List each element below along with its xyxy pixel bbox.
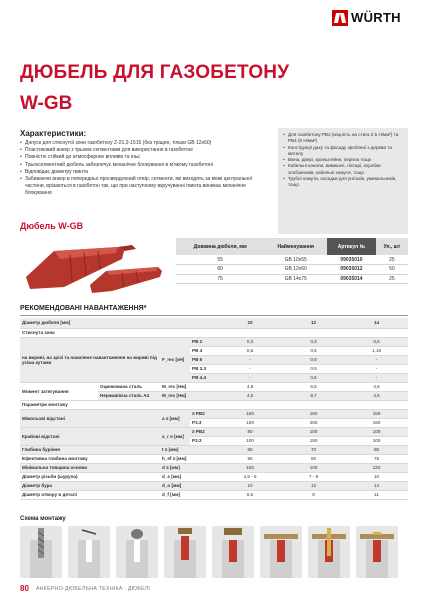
table-cell: 0,3 [218,337,282,346]
table-header-row [176,238,408,255]
installation-scheme-heading: Схема монтажу [20,516,66,522]
table-cell: GB 10x55 [264,255,327,265]
spacing-unit: a ≥ [мм] [160,409,190,427]
shear-unit: F_rec [кН] [160,337,190,382]
table-cell: P3.3 [190,436,218,445]
table-cell: 4,8 [218,382,282,391]
table-cell: Діаметр різьби (шурупа) [20,472,160,481]
table-cell: 14 [345,318,408,328]
diameter-label: Діаметр дюбеля [мм] [20,318,218,328]
list-item: • Конструкції даху та фасаду зроблені з дерева та металу [283,145,403,158]
table-cell: 100 [282,463,345,472]
table-cell: Оцинкована сталь [98,382,160,391]
table-cell: 75 [345,454,408,463]
edge-unit: a_r ≥ [мм] [160,427,190,445]
application-box [278,128,408,234]
table-cell: ≥ PB2 [190,409,218,418]
table-cell: 25 [376,274,408,284]
table-cell: 60 [282,454,345,463]
table-header-row [20,318,408,328]
torque-label: Момент затягування [20,382,98,400]
table-cell: 4,8 [345,382,408,391]
table-cell: 100 [218,418,282,427]
table-cell: 8 [282,490,345,499]
table-cell: 10 [218,481,282,490]
section-label: Параметри монтажу [20,400,408,409]
page-title: ДЮБЕЛЬ ДЛЯ ГАЗОБЕТОНУ [20,62,290,83]
table-cell: 0,5 [345,337,408,346]
list-item: • Кабельні канали, вимикачі, ліхтарі, коробки злобзжчиків, кабельні хомути, тощо [283,163,403,176]
characteristics-list [20,140,260,198]
product-heading: Дюбель W-GB [20,221,84,231]
table-cell: 85 [345,445,408,454]
col-header-article: Артикул № [327,238,376,255]
table-row [20,472,408,481]
hammer-dowel-step-icon [212,526,254,578]
table-cell: 6,6 [282,382,345,391]
table-row [20,481,408,490]
table-cell: 100 [345,427,408,436]
characteristics-heading: Характеристики: [20,129,87,138]
table-cell: - [218,364,282,373]
table-cell: - [345,373,408,382]
table-cell: 65 [218,445,282,454]
table-cell: 12 [282,481,345,490]
edge-label: Крайові відстані [20,427,160,445]
list-item: • Відповідає діаметру гвинта [20,169,260,176]
dowel-product-image [20,237,170,295]
table-cell: 10 [218,318,282,328]
table-row [20,490,408,499]
blow-out-step-icon [116,526,158,578]
table-cell: Нержавіюча сталь А4 [98,391,160,400]
table-row [20,445,408,454]
table-cell: - [345,364,408,373]
table-cell: t ≥ [мм] [160,445,218,454]
table-cell: 6,5 [218,490,282,499]
col-header-name: Найменування [264,238,327,255]
table-cell: Глибина буріння [20,445,160,454]
table-cell: 0,5 [282,373,345,382]
table-cell: 80 [218,427,282,436]
wurth-logo-mark-icon [332,10,348,26]
table-row [176,274,408,284]
table-cell: 4,5 [345,391,408,400]
table-cell: PB 4 [190,346,218,355]
col-header-pack: Уп., шт [376,238,408,255]
table-row [176,255,408,265]
table-cell: d ≥ [мм] [160,463,218,472]
table-row [20,427,408,436]
table-row [20,400,408,409]
table-cell: 150 [282,436,345,445]
col-header-length: Довжина дюбеля, мм [176,238,264,255]
page-footer [0,582,424,599]
table-row [20,409,408,418]
table-cell: 100 [282,427,345,436]
list-item: • Допуск для стиснутої зони газобетону Z-21.2-1515 (без тріщин, тільки GB 12x60) [20,140,260,147]
product-table [176,238,408,284]
table-cell: 200 [282,418,345,427]
table-cell: 0,3 [282,337,345,346]
table-cell: 7 - 8 [282,472,345,481]
table-cell: GB 12x60 [264,265,327,275]
table-cell: Мінімальна товщина основи [20,463,160,472]
table-cell: d_f [мм] [160,490,218,499]
table-cell: - [218,355,282,364]
table-cell: 10 [345,472,408,481]
drill-step-icon [20,526,62,578]
table-cell: 4,5 - 6 [218,472,282,481]
table-cell: 60 [176,265,264,275]
table-cell: 100 [218,463,282,472]
loads-heading: РЕКОМЕНДОВАНІ НАВАНТАЖЕННЯ* [20,305,408,316]
place-part-step-icon [260,526,302,578]
table-cell: Діаметр отвору в деталі [20,490,160,499]
table-cell: 0,5 [282,346,345,355]
table-cell: ≥ PB2 [190,427,218,436]
clean-hole-step-icon [68,526,110,578]
dowel-small-icon [90,267,162,293]
table-cell: 150 [282,409,345,418]
list-item: • Трьохсегментний дюбель забезпечує механічне блокування в м'якому газобетоні [20,162,260,169]
table-cell: M_rec [Нм] [160,391,218,400]
table-cell: Діаметр бура [20,481,160,490]
table-cell: 11 [345,490,408,499]
table-cell: PB 4.4 [190,373,218,382]
shear-label: на вириві, на зрізі та нахилене навантаження на вириві під усіма кутами [20,337,160,382]
table-cell: 12 [282,318,345,328]
table-cell: 55 [218,454,282,463]
list-item: • Для газобетону PB2 (міцність на стиск 2,5 Н/мм²) та PB4 (5 Н/мм²) [283,132,403,145]
table-cell: Ефективна глибина монтажу [20,454,160,463]
table-row [20,337,408,346]
table-cell: 9,7 [282,391,345,400]
list-item: • Забиваючи анкер в попередньо просвердлений отвір, сегменти, які виходять за межі центральної частини, врізаються в газобетон так, що при наступному вкручуванні гвинта виникає механічне блокування [20,176,260,198]
section-label: Стиснута зона [20,328,408,337]
table-cell: 120 [345,463,408,472]
table-cell: - [345,355,408,364]
table-cell: - [218,373,282,382]
page-subtitle: W-GB [20,93,73,114]
table-cell: 25 [376,255,408,265]
list-item: • Пластиковий анкер з трьома сегментами для використання в газобетоні [20,147,260,154]
table-cell: 75 [176,274,264,284]
table-cell: 0,6 [218,346,282,355]
table-cell: PB 6 [190,355,218,364]
table-cell: 0,5 [282,364,345,373]
header-bar [0,0,424,36]
table-cell: 4,5 [218,391,282,400]
table-cell: h_ef ≥ [мм] [160,454,218,463]
table-cell: 150 [345,409,408,418]
finished-step-icon [356,526,398,578]
table-row [20,454,408,463]
wurth-logo [332,10,404,26]
screw-in-step-icon [308,526,350,578]
table-cell: PB 2 [190,337,218,346]
table-cell: 1,15 [345,346,408,355]
table-cell: 150 [345,418,408,427]
table-cell: 09035010 [327,255,376,265]
list-item: • Вікна, двері, кронштейни, перила тощо [283,157,403,163]
table-cell: 100 [218,436,282,445]
table-row [20,463,408,472]
table-cell: GB 14x75 [264,274,327,284]
page-number: 80 [20,584,29,593]
installation-steps [20,526,408,578]
footer-section-title: АНКЕРНО-ДЮБЕЛЬНА ТЕХНІКА : ДЮБЕЛІ [36,586,151,592]
table-cell: d_o [мм] [160,481,218,490]
list-item: • Повністю стійкий до атмосферних впливів та іньє [20,154,260,161]
table-row [20,382,408,391]
table-cell: 14 [345,481,408,490]
table-cell: 100 [345,436,408,445]
table-cell: 0,8 [282,355,345,364]
table-cell: PB 3.3 [190,364,218,373]
table-cell: d_s [мм] [160,472,218,481]
table-cell: 55 [176,255,264,265]
table-cell: M_rec [Нм] [160,382,218,391]
table-cell: 70 [282,445,345,454]
table-cell: 09035014 [327,274,376,284]
table-cell: P3.3 [190,418,218,427]
table-cell: 50 [376,265,408,275]
table-cell: 09035012 [327,265,376,275]
insert-dowel-step-icon [164,526,206,578]
loads-table [20,318,408,500]
table-row [176,265,408,275]
spacing-label: Міжосьові відстані [20,409,160,427]
list-item: • Трубні хомути, носадки для унітазів, умивальників, тощо [283,176,403,189]
brand-name: WÜRTH [351,10,401,25]
table-row [20,328,408,337]
table-cell: 100 [218,409,282,418]
